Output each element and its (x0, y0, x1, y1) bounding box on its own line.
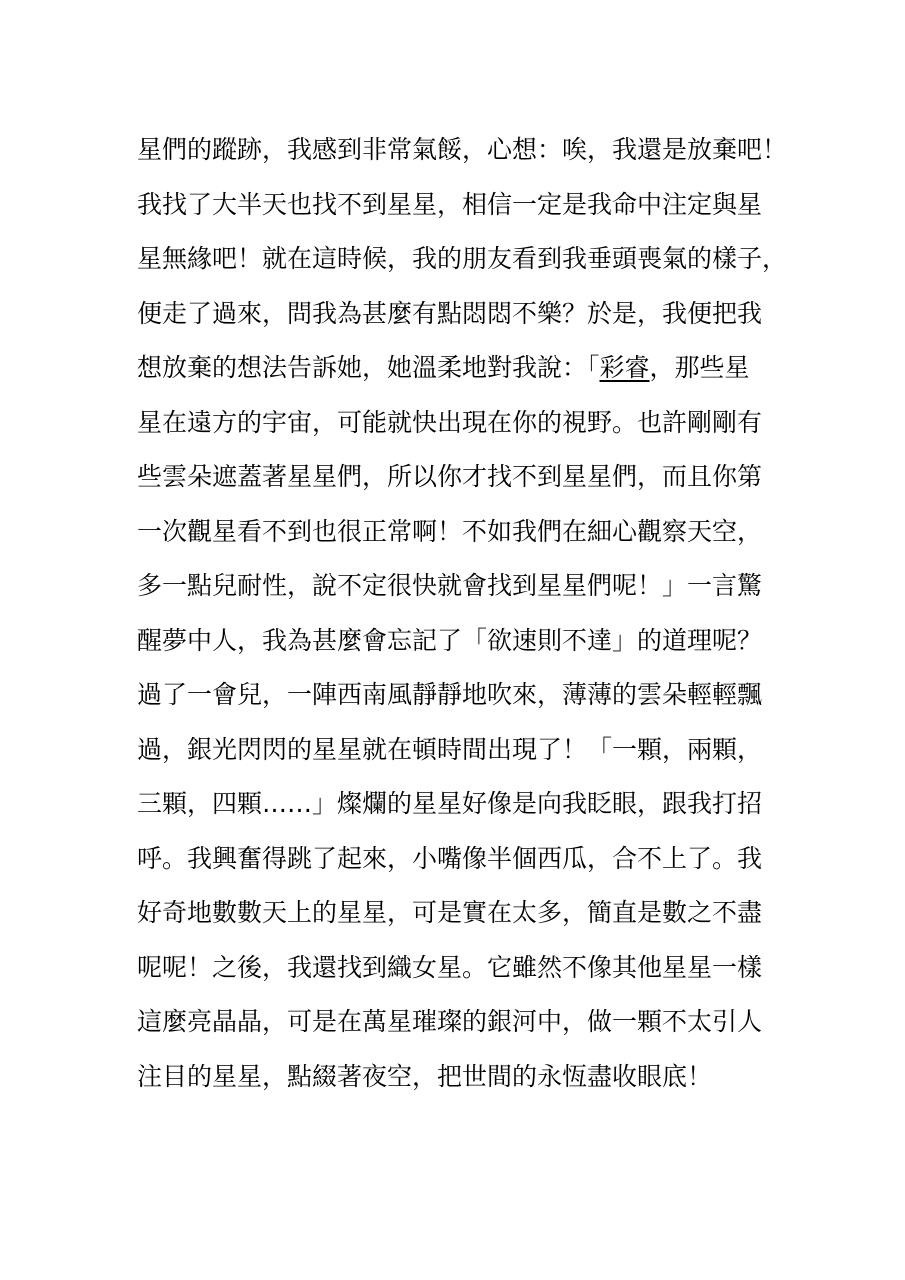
text-line: 星在遠方的宇宙，可能就快出現在你的視野。也許剛剛有 (137, 407, 763, 437)
text-segment: 想放棄的想法告訴她，她溫柔地對我說：「 (137, 353, 600, 382)
essay-text (137, 127, 788, 1108)
text-line: 多一點兒耐性，說不定很快就會找到星星們呢！」一言驚 (137, 571, 763, 600)
text-line: 這麼亮晶晶，可是在萬星璀璨的銀河中，做一顆不太引人 (137, 1007, 763, 1036)
text-line: 星無緣吧！就在這時候，我的朋友看到我垂頭喪氣的樣子， (137, 244, 788, 273)
text-line: 三顆，四顆……」燦爛的星星好像是向我眨眼，跟我打招 (137, 789, 763, 818)
text-line: 過，銀光閃閃的星星就在頓時間出現了！「一顆，兩顆， (137, 734, 763, 764)
text-line: 過了一會兒，一陣西南風靜靜地吹來，薄薄的雲朵輕輕飄 (137, 680, 763, 709)
text-line: 呼。我興奮得跳了起來，小嘴像半個西瓜，合不上了。我 (137, 843, 763, 873)
text-line: 醒夢中人，我為甚麼會忘記了「欲速則不達」的道理呢？ (137, 625, 763, 655)
underlined-name: 彩睿 (599, 353, 650, 382)
text-line: 星們的蹤跡，我感到非常氣餒，心想：唉，我還是放棄吧！ (137, 135, 788, 164)
text-line: 一次觀星看不到也很正常啊！不如我們在細心觀察天空， (137, 516, 763, 546)
text-line: 便走了過來，問我為甚麼有點悶悶不樂？於是，我便把我 (137, 298, 763, 328)
text-line: 我找了大半天也找不到星星，相信一定是我命中注定與星 (137, 189, 763, 219)
text-line: 好奇地數數天上的星星，可是實在太多，簡直是數之不盡 (137, 898, 763, 927)
text-line (137, 345, 777, 400)
text-line: 些雲朵遮蓋著星星們，所以你才找不到星星們，而且你第 (137, 462, 763, 491)
text-line: 注目的星星，點綴著夜空，把世間的永恆盡收眼底！ (137, 1061, 713, 1091)
text-line: 呢呢！之後，我還找到織女星。它雖然不像其他星星一樣 (137, 952, 763, 982)
text-segment: ，那些星 (649, 353, 750, 382)
